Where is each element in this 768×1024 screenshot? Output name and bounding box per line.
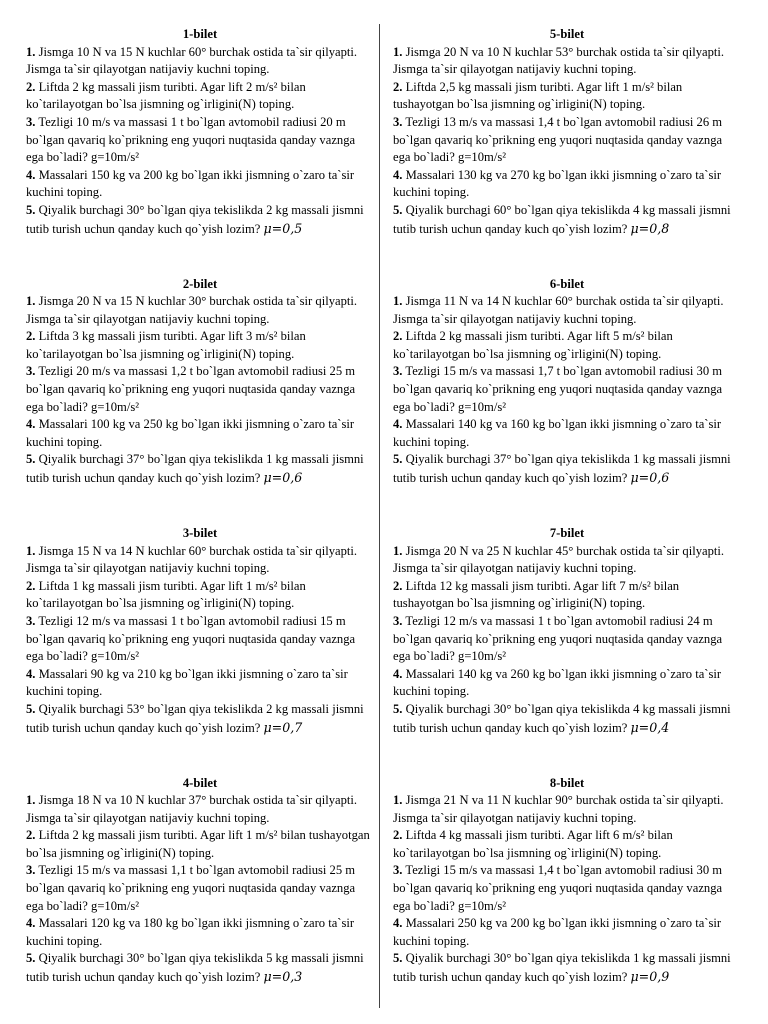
question-text: Liftda 2 kg massali jism turibti. Agar lift 2 m/s² bilan ko`tarilayotgan bo`lsa jismning og`irligini(N) toping. <box>26 79 306 112</box>
ticket-title: 6-bilet <box>549 276 585 291</box>
question-text: Jismga 18 N va 10 N kuchlar 37° burchak ostida ta`sir qilyapti. Jismga ta`sir qilayotgan natijaviy kuchni toping. <box>26 793 358 825</box>
question-text: Liftda 4 kg massali jism turibti. Agar lift 6 m/s² bilan ko`tarilayotgan bo`lsa jismning og`irligini(N) toping. <box>393 828 673 860</box>
question-number: 4. <box>393 417 403 432</box>
question <box>393 202 741 238</box>
question-number: 3. <box>393 863 403 878</box>
ticket <box>26 525 374 775</box>
question <box>26 202 374 238</box>
question <box>26 363 374 416</box>
friction-coefficient: μ=0,6 <box>263 470 303 486</box>
question-number: 1. <box>26 44 36 59</box>
question-text: Jismga 20 N va 15 N kuchlar 30° burchak ostida ta`sir qilyapti. Jismga ta`sir qilayotgan natijaviy kuchni toping. <box>26 294 358 326</box>
question-text: Massalari 120 kg va 180 kg bo`lgan ikki jismning o`zaro ta`sir kuchini toping. <box>26 916 355 948</box>
question <box>393 792 741 827</box>
question <box>26 44 374 79</box>
question <box>393 44 741 79</box>
question <box>393 666 741 701</box>
question <box>393 862 741 915</box>
question-text: Tezligi 13 m/s va massasi 1,4 t bo`lgan avtomobil radiusi 26 m bo`lgan qavariq ko`prikning eng yuqori nuqtasida qanday vaznga ega bo`ladi? g=10m/s² <box>393 114 723 165</box>
question-number: 2. <box>393 578 403 593</box>
question <box>26 701 374 737</box>
ticket <box>393 276 741 526</box>
question-number: 5. <box>26 452 36 467</box>
question-number: 3. <box>393 613 403 628</box>
question <box>393 167 741 202</box>
question-number: 3. <box>393 364 403 379</box>
question <box>26 915 374 950</box>
question-number: 4. <box>26 417 36 432</box>
question-text: Jismga 10 N va 15 N kuchlar 60° burchak ostida ta`sir qilyapti. Jismga ta`sir qilayotgan natijaviy kuchni toping. <box>26 44 358 77</box>
ticket <box>26 26 374 276</box>
question <box>393 363 741 416</box>
question <box>393 950 741 986</box>
question-number: 5. <box>393 202 403 217</box>
question-number: 5. <box>393 452 403 467</box>
friction-coefficient: μ=0,8 <box>630 220 670 236</box>
ticket-title: 2-bilet <box>182 276 218 291</box>
question-text: Massalari 140 kg va 160 kg bo`lgan ikki jismning o`zaro ta`sir kuchini toping. <box>393 417 722 449</box>
question-text: Massalari 130 kg va 270 kg bo`lgan ikki jismning o`zaro ta`sir kuchini toping. <box>393 167 722 200</box>
question-number: 3. <box>26 613 36 628</box>
question-text: Tezligi 10 m/s va massasi 1 t bo`lgan avtomobil radiusi 20 m bo`lgan qavariq ko`prikning eng yuqori nuqtasida qanday vaznga ega bo`ladi? g=10m/s² <box>26 114 356 165</box>
question-text: Tezligi 12 m/s va massasi 1 t bo`lgan avtomobil radiusi 15 m bo`lgan qavariq ko`prikning eng yuqori nuqtasida qanday vaznga ega bo`ladi? g=10m/s² <box>26 613 356 664</box>
question-number: 1. <box>393 543 403 558</box>
question-text: Massalari 150 kg va 200 kg bo`lgan ikki jismning o`zaro ta`sir kuchini toping. <box>26 167 355 200</box>
right-column <box>393 26 741 1024</box>
question <box>393 701 741 737</box>
question-text: Qiyalik burchagi 37° bo`lgan qiya tekislikda 1 kg massali jismni tutib turish uchun qanday kuch qo`yish lozim? <box>393 452 731 486</box>
friction-coefficient: μ=0,5 <box>263 220 303 236</box>
question-text: Qiyalik burchagi 60° bo`lgan qiya tekislikda 4 kg massali jismni tutib turish uchun qanday kuch qo`yish lozim? <box>393 202 731 236</box>
question-number: 5. <box>393 951 403 966</box>
question <box>26 792 374 827</box>
question-text: Jismga 15 N va 14 N kuchlar 60° burchak ostida ta`sir qilyapti. Jismga ta`sir qilayotgan natijaviy kuchni toping. <box>26 543 358 576</box>
question <box>26 862 374 915</box>
question-number: 1. <box>26 294 36 309</box>
ticket-title: 5-bilet <box>549 27 585 41</box>
question-text: Massalari 100 kg va 250 kg bo`lgan ikki jismning o`zaro ta`sir kuchini toping. <box>26 417 355 449</box>
question-text: Jismga 20 N va 10 N kuchlar 53° burchak ostida ta`sir qilyapti. Jismga ta`sir qilayotgan natijaviy kuchni toping. <box>393 44 725 77</box>
left-column <box>26 26 374 1024</box>
ticket-title: 3-bilet <box>182 526 218 540</box>
question-text: Qiyalik burchagi 30° bo`lgan qiya tekislikda 2 kg massali jismni tutib turish uchun qanday kuch qo`yish lozim? <box>26 202 364 236</box>
question <box>393 613 741 666</box>
question-text: Massalari 140 kg va 260 kg bo`lgan ikki jismning o`zaro ta`sir kuchini toping. <box>393 666 722 699</box>
question-text: Jismga 11 N va 14 N kuchlar 60° burchak ostida ta`sir qilyapti. Jismga ta`sir qilayotgan natijaviy kuchni toping. <box>393 294 724 326</box>
question-number: 1. <box>393 294 403 309</box>
question-text: Massalari 90 kg va 210 kg bo`lgan ikki jismning o`zaro ta`sir kuchini toping. <box>26 666 348 699</box>
question-text: Massalari 250 kg va 200 kg bo`lgan ikki jismning o`zaro ta`sir kuchini toping. <box>393 916 722 948</box>
question <box>26 666 374 701</box>
question <box>26 79 374 114</box>
question <box>26 416 374 451</box>
friction-coefficient: μ=0,6 <box>630 470 670 486</box>
ticket-title: 1-bilet <box>182 27 218 41</box>
question-number: 4. <box>393 916 403 931</box>
ticket-title: 7-bilet <box>549 526 585 540</box>
question-number: 2. <box>26 578 36 593</box>
question-number: 1. <box>393 793 403 808</box>
question-text: Qiyalik burchagi 53° bo`lgan qiya tekislikda 2 kg massali jismni tutib turish uchun qanday kuch qo`yish lozim? <box>26 701 364 735</box>
question <box>393 827 741 862</box>
question-number: 2. <box>26 79 36 94</box>
question-text: Qiyalik burchagi 37° bo`lgan qiya tekislikda 1 kg massali jismni tutib turish uchun qanday kuch qo`yish lozim? <box>26 452 364 486</box>
ticket <box>393 525 741 775</box>
question <box>26 451 374 487</box>
question-text: Liftda 1 kg massali jism turibti. Agar lift 1 m/s² bilan ko`tarilayotgan bo`lsa jismning og`irligini(N) toping. <box>26 578 306 611</box>
question <box>393 416 741 451</box>
question-number: 5. <box>393 701 403 716</box>
ticket <box>393 26 741 276</box>
question <box>393 114 741 167</box>
question-text: Tezligi 20 m/s va massasi 1,2 t bo`lgan avtomobil radiusi 25 m bo`lgan qavariq ko`prikning eng yuqori nuqtasida qanday vaznga ega bo`ladi? g=10m/s² <box>26 364 356 414</box>
friction-coefficient: μ=0,4 <box>630 719 670 735</box>
question <box>26 613 374 666</box>
question-text: Qiyalik burchagi 30° bo`lgan qiya tekislikda 1 kg massali jismni tutib turish uchun qanday kuch qo`yish lozim? <box>393 951 731 985</box>
ticket <box>26 276 374 526</box>
question-number: 2. <box>26 828 36 843</box>
friction-coefficient: μ=0,7 <box>263 719 303 735</box>
friction-coefficient: μ=0,9 <box>630 969 670 985</box>
question <box>26 950 374 986</box>
friction-coefficient: μ=0,3 <box>263 969 303 985</box>
question-number: 5. <box>26 202 36 217</box>
question-number: 1. <box>26 793 36 808</box>
question-number: 1. <box>393 44 403 59</box>
question-text: Tezligi 15 m/s va massasi 1,7 t bo`lgan avtomobil radiusi 30 m bo`lgan qavariq ko`prikning eng yuqori nuqtasida qanday vaznga ega bo`ladi? g=10m/s² <box>393 364 723 414</box>
question-text: Liftda 2,5 kg massali jism turibti. Agar lift 1 m/s² bilan tushayotgan bo`lsa jismning og`irligini(N) toping. <box>393 79 683 112</box>
column-divider <box>379 24 380 1008</box>
question <box>26 827 374 862</box>
question-text: Tezligi 15 m/s va massasi 1,4 t bo`lgan avtomobil radiusi 30 m bo`lgan qavariq ko`prikning eng yuqori nuqtasida qanday vaznga ega bo`ladi? g=10m/s² <box>393 863 723 913</box>
question-number: 1. <box>26 543 36 558</box>
ticket <box>26 775 374 1024</box>
question-text: Jismga 20 N va 25 N kuchlar 45° burchak ostida ta`sir qilyapti. Jismga ta`sir qilayotgan natijaviy kuchni toping. <box>393 543 725 576</box>
question-text: Liftda 12 kg massali jism turibti. Agar lift 7 m/s² bilan tushayotgan bo`lsa jismning og`irligini(N) toping. <box>393 578 680 611</box>
question <box>393 328 741 363</box>
question <box>26 578 374 613</box>
question <box>26 114 374 167</box>
question-number: 3. <box>26 114 36 129</box>
ticket <box>393 775 741 1024</box>
question <box>26 543 374 578</box>
question-number: 5. <box>26 951 36 966</box>
question-number: 3. <box>26 364 36 379</box>
question-number: 5. <box>26 701 36 716</box>
question <box>393 543 741 578</box>
question-number: 4. <box>26 167 36 182</box>
question-text: Qiyalik burchagi 30° bo`lgan qiya tekislikda 4 kg massali jismni tutib turish uchun qanday kuch qo`yish lozim? <box>393 701 731 735</box>
question <box>393 915 741 950</box>
question-number: 3. <box>393 114 403 129</box>
question-number: 4. <box>393 666 403 681</box>
question <box>26 328 374 363</box>
question <box>26 293 374 328</box>
question-number: 3. <box>26 863 36 878</box>
question-number: 2. <box>393 329 403 344</box>
question <box>393 578 741 613</box>
question <box>393 79 741 114</box>
question-number: 2. <box>393 828 403 843</box>
question-text: Liftda 2 kg massali jism turibti. Agar lift 5 m/s² bilan ko`tarilayotgan bo`lsa jismning og`irligini(N) toping. <box>393 329 673 361</box>
question-number: 4. <box>26 916 36 931</box>
question-text: Jismga 21 N va 11 N kuchlar 90° burchak ostida ta`sir qilyapti. Jismga ta`sir qilayotgan natijaviy kuchni toping. <box>393 793 724 825</box>
question-text: Liftda 3 kg massali jism turibti. Agar lift 3 m/s² bilan ko`tarilayotgan bo`lsa jismning og`irligini(N) toping. <box>26 329 306 361</box>
question <box>26 167 374 202</box>
ticket-title: 8-bilet <box>549 775 585 790</box>
ticket-title: 4-bilet <box>182 775 218 790</box>
question-number: 4. <box>393 167 403 182</box>
question-number: 2. <box>393 79 403 94</box>
question-text: Tezligi 12 m/s va massasi 1 t bo`lgan avtomobil radiusi 24 m bo`lgan qavariq ko`prikning eng yuqori nuqtasida qanday vaznga ega bo`ladi? g=10m/s² <box>393 613 723 664</box>
question-text: Tezligi 15 m/s va massasi 1,1 t bo`lgan avtomobil radiusi 25 m bo`lgan qavariq ko`prikning eng yuqori nuqtasida qanday vaznga ega bo`ladi? g=10m/s² <box>26 863 356 913</box>
question <box>393 451 741 487</box>
question-number: 4. <box>26 666 36 681</box>
question <box>393 293 741 328</box>
question-text: Liftda 2 kg massali jism turibti. Agar lift 1 m/s² bilan tushayotgan bo`lsa jismning og`irligini(N) toping. <box>26 828 370 860</box>
question-text: Qiyalik burchagi 30° bo`lgan qiya tekislikda 5 kg massali jismni tutib turish uchun qanday kuch qo`yish lozim? <box>26 951 364 985</box>
question-number: 2. <box>26 329 36 344</box>
